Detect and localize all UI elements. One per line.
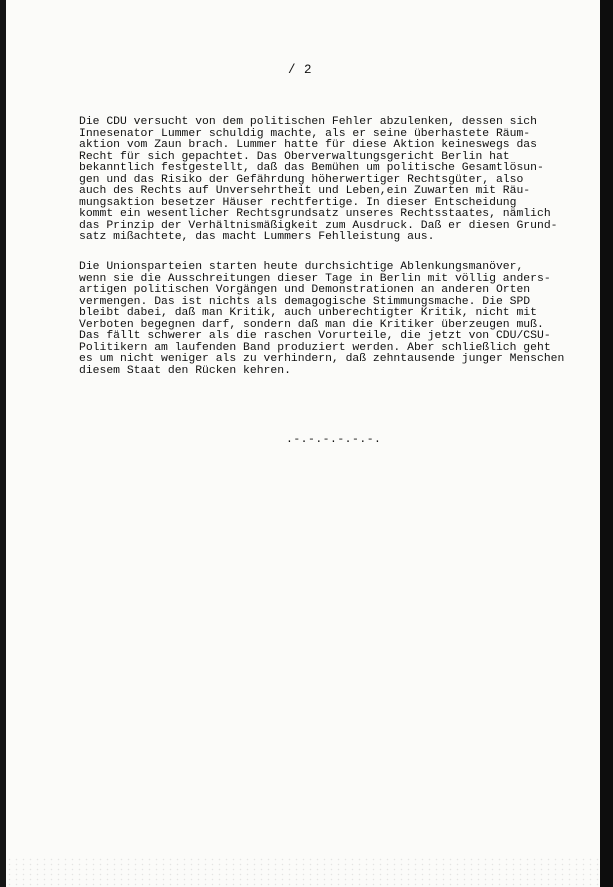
end-separator: .-.-.-.-.-.-. [286,434,382,446]
scan-border-right [600,0,613,887]
scan-noise [6,857,600,887]
paragraph-1: Die CDU versucht von dem politischen Fehler abzulenken, dessen sich Innesenator Lummer schuldig machte, als er seine überhastete Räum- aktion vom Zaun brach. Lummer hatte für diese Aktion keineswegs das Recht für sich gepachtet. Das Oberverwaltungsgericht Berlin hat bekanntlich festgestellt, daß das Bemühen um politische Gesamtlösun- gen und das Risiko der Gefährdung höherwertiger Rechtsgüter, also auch des Rechts auf Unversehrtheit und Leben,ein Zuwarten mit Räu- mungsaktion besetzer Häuser rechtfertige. In dieser Entscheidung kommt ein wesentlicher Rechtsgrundsatz unseres Rechtsstaates, nämlich das Prinzip der Verhältnismäßigkeit zum Ausdruck. Daß er diesen Grund- satz mißachtete, das macht Lummers Fehlleistung aus. [79,116,558,243]
paragraph-2: Die Unionsparteien starten heute durchsichtige Ablenkungsmanöver, wenn sie die Ausschreitungen dieser Tage in Berlin mit völlig anders- artigen politischen Vorgängen und Demonstrationen an anderen Orten vermengen. Das ist nichts als demagogische Stimmungsmache. Die SPD bleibt dabei, daß man Kritik, auch unberechtigter Kritik, nicht mit Verboten begegnen darf, sondern daß man die Kritiker überzeugen muß. Das fällt schwerer als die raschen Vorurteile, die jetzt von CDU/CSU- Politikern am laufenden Band produziert werden. Aber schließlich geht es um nicht weniger als zu verhindern, daß zehntausende junger Menschen diesem Staat den Rücken kehren. [79,261,565,377]
document-page [6,0,600,887]
page-number: / 2 [288,63,313,77]
